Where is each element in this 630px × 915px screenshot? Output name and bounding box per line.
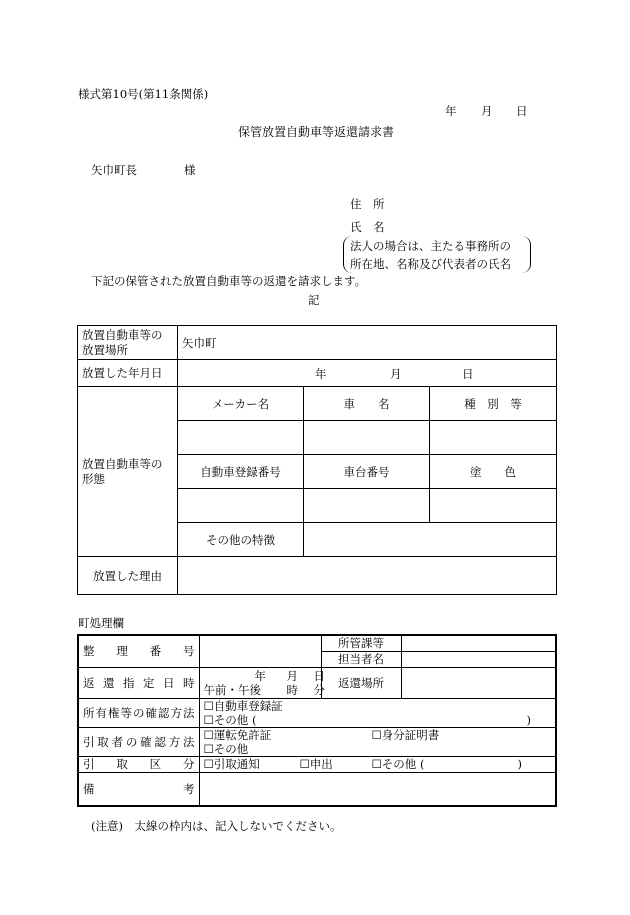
reg-number-header: 自動車登録番号	[178, 455, 304, 489]
place-label: 放置自動車等の放置場所	[78, 326, 178, 360]
main-date-day: 日	[462, 367, 474, 381]
addressee-name: 矢巾町長	[91, 163, 137, 177]
ref-number-label: 整理番号	[78, 635, 199, 667]
corporate-note-line2: 所在地、名称及び代表者の氏名	[350, 257, 511, 271]
main-date-month: 月	[390, 367, 402, 381]
id-cert-checkbox[interactable]: ☐身分証明書	[371, 727, 440, 742]
form-number: 様式第10号(第11条関係)	[78, 87, 209, 101]
reg-number-field[interactable]	[178, 489, 304, 523]
recipient-other-checkbox[interactable]: ☐その他	[203, 741, 249, 756]
pickup-class-label: 引取区分	[78, 756, 199, 772]
chassis-number-field[interactable]	[304, 489, 430, 523]
ownership-other-close: )	[526, 712, 531, 727]
maker-header: メーカー名	[178, 387, 304, 421]
dt-day: 日	[313, 668, 325, 683]
dt-minute: 分	[313, 682, 325, 697]
pickup-notice-checkbox[interactable]: ☐引取通知	[203, 757, 260, 771]
remarks-field[interactable]	[199, 772, 556, 806]
license-checkbox[interactable]: ☐運転免許証	[203, 727, 272, 742]
date-label: 放置した年月日	[78, 360, 178, 387]
remarks-label: 備考	[78, 772, 199, 806]
paint-field[interactable]	[430, 489, 557, 523]
return-datetime-field[interactable]	[199, 667, 325, 698]
form-label: 放置自動車等の形態	[78, 387, 178, 557]
recipient-options	[199, 727, 556, 756]
pickup-options	[199, 756, 556, 772]
return-datetime-label: 返還指定日時	[78, 667, 199, 698]
car-name-header: 車 名	[304, 387, 430, 421]
dt-am-pm: 午前・午後	[203, 682, 261, 697]
addressee-honorific: 様	[184, 163, 196, 177]
dept-field[interactable]	[401, 635, 556, 651]
dept-label: 所管課等	[321, 635, 401, 651]
return-place-field[interactable]	[401, 667, 556, 698]
paint-header: 塗 色	[430, 455, 557, 489]
return-place-label: 返還場所	[321, 667, 401, 698]
ownership-check-label: 所有権等の確認方法	[78, 698, 199, 727]
person-field[interactable]	[401, 651, 556, 667]
ownership-options	[199, 698, 556, 727]
document-title: 保管放置自動車等返還請求書	[238, 125, 395, 139]
dt-hour: 時	[286, 682, 298, 697]
date-value-field[interactable]	[178, 360, 557, 387]
pickup-other-close: )	[517, 757, 522, 771]
recipient-check-label: 引取者の確認方法	[78, 727, 199, 756]
other-features-label: その他の特徴	[178, 523, 304, 557]
dt-month: 月	[286, 668, 298, 683]
type-field[interactable]	[430, 421, 557, 455]
vehicle-info-table	[77, 325, 557, 595]
car-name-field[interactable]	[304, 421, 430, 455]
name-label: 氏 名	[350, 220, 385, 234]
date-month-label: 月	[481, 104, 493, 118]
ownership-other-checkbox[interactable]: ☐その他 (	[203, 712, 257, 727]
ki-label: 記	[308, 293, 320, 307]
address-label: 住 所	[350, 197, 385, 211]
person-label: 担当者名	[321, 651, 401, 667]
dt-year: 年	[254, 668, 266, 683]
other-features-field[interactable]	[304, 523, 557, 557]
request-statement: 下記の保管された放置自動車等の返還を請求します。	[91, 274, 367, 288]
reason-label: 放置した理由	[78, 557, 178, 595]
application-checkbox[interactable]: ☐申出	[299, 757, 333, 771]
footnote: (注意) 太線の枠内は、記入しないでください。	[91, 819, 342, 833]
chassis-number-header: 車台番号	[304, 455, 430, 489]
process-section-title: 町処理欄	[78, 616, 124, 630]
reg-cert-checkbox[interactable]: ☐自動車登録証	[203, 698, 283, 713]
reason-field[interactable]	[178, 557, 557, 595]
ref-number-field[interactable]	[199, 635, 321, 667]
maker-field[interactable]	[178, 421, 304, 455]
date-year-label: 年	[445, 104, 457, 118]
type-header: 種 別 等	[430, 387, 557, 421]
date-day-label: 日	[516, 104, 528, 118]
main-date-year: 年	[315, 367, 327, 381]
office-processing-table	[77, 634, 557, 807]
place-value[interactable]: 矢巾町	[178, 326, 557, 360]
corporate-note-line1: 法人の場合は、主たる事務所の	[350, 239, 511, 253]
pickup-other-checkbox[interactable]: ☐その他 (	[371, 757, 425, 771]
